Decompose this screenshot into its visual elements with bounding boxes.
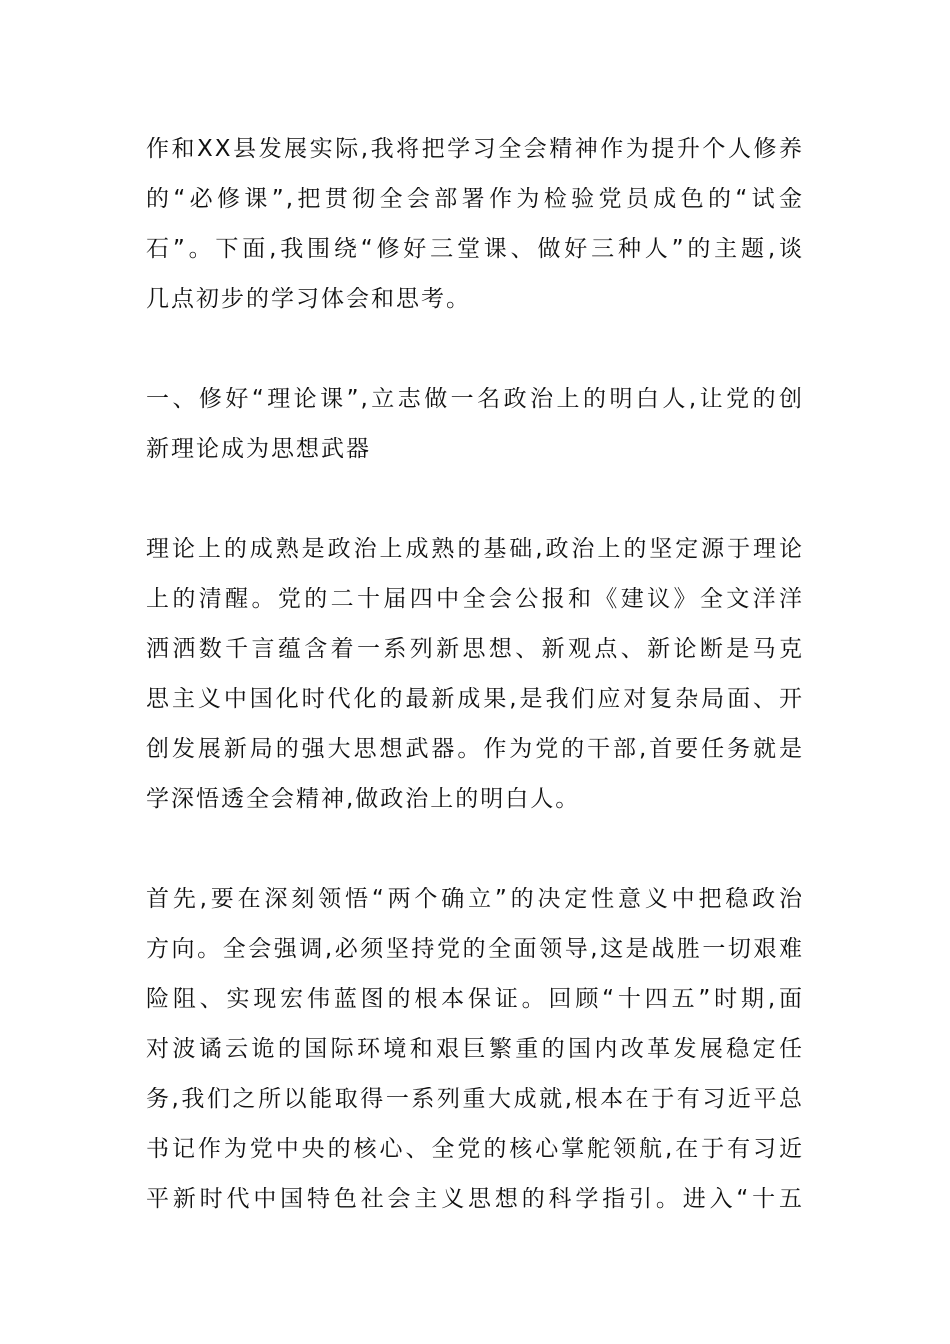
text-line: 方向。全会强调,必须坚持党的全面领导,这是战胜一切艰难 [146, 937, 804, 962]
paragraph-theory [146, 537, 804, 837]
text-line: 书记作为党中央的核心、全党的核心掌舵领航,在于有习近 [146, 1137, 804, 1162]
text-line: 险阻、实现宏伟蓝图的根本保证。回顾“十四五”时期,面 [146, 987, 804, 1012]
heading-line: 一、修好“理论课”,立志做一名政治上的明白人,让党的创 [146, 387, 804, 412]
text-line: 作和XX县发展实际,我将把学习全会精神作为提升个人修养 [146, 137, 804, 162]
text-line: 的“必修课”,把贯彻全会部署作为检验党员成色的“试金 [146, 187, 804, 212]
text-line: 理论上的成熟是政治上成熟的基础,政治上的坚定源于理论 [146, 537, 804, 562]
text-line: 平新时代中国特色社会主义思想的科学指引。进入“十五 [146, 1187, 804, 1212]
paragraph-first-point [146, 887, 804, 1237]
paragraph-intro [146, 137, 804, 337]
text-line: 创发展新局的强大思想武器。作为党的干部,首要任务就是 [146, 737, 804, 762]
text-line: 首先,要在深刻领悟“两个确立”的决定性意义中把稳政治 [146, 887, 804, 912]
text-line: 石”。下面,我围绕“修好三堂课、做好三种人”的主题,谈 [146, 237, 804, 262]
text-line: 洒洒数千言蕴含着一系列新思想、新观点、新论断是马克 [146, 637, 804, 662]
text-line: 对波谲云诡的国际环境和艰巨繁重的国内改革发展稳定任 [146, 1037, 804, 1062]
heading-line: 新理论成为思想武器 [146, 437, 371, 462]
section-1-heading [146, 387, 804, 487]
text-line: 几点初步的学习体会和思考。 [146, 287, 471, 312]
text-line: 上的清醒。党的二十届四中全会公报和《建议》全文洋洋 [146, 587, 804, 612]
text-line: 学深悟透全会精神,做政治上的明白人。 [146, 787, 581, 812]
text-line: 务,我们之所以能取得一系列重大成就,根本在于有习近平总 [146, 1087, 804, 1112]
text-line: 思主义中国化时代化的最新成果,是我们应对复杂局面、开 [146, 687, 804, 712]
